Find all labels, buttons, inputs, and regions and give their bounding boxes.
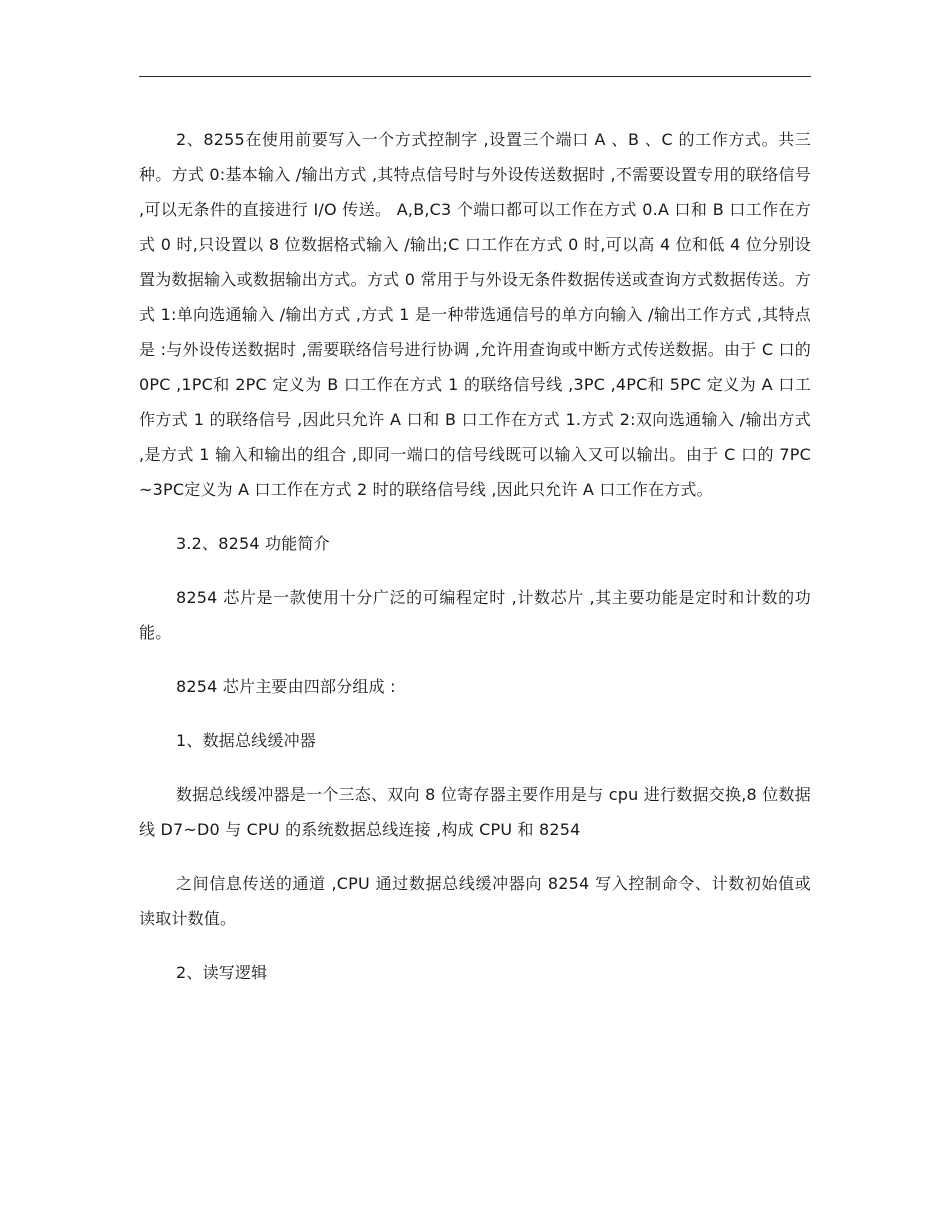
subheading-read-write-logic: 2、读写逻辑 [176,963,268,982]
section-heading-8254: 3.2、8254 功能简介 [176,534,330,553]
paragraph-data-bus-channel: 之间信息传送的通道 ,CPU 通过数据总线缓冲器向 8254 写入控制命令、计数初始值或读取计数值。 [139,874,811,928]
paragraph-data-bus-buffer: 数据总线缓冲器是一个三态、双向 8 位寄存器主要作用是与 cpu 进行数据交换,8 位数据线 D7~D0 与 CPU 的系统数据总线连接 ,构成 CPU 和 8254 [139,785,811,839]
subheading-data-bus-buffer: 1、数据总线缓冲器 [176,731,316,750]
header-rule [139,76,811,77]
paragraph-8254-intro: 8254 芯片是一款使用十分广泛的可编程定时 ,计数芯片 ,其主要功能是定时和计数的功能。 [139,588,811,642]
paragraph-8255-modes: 2、8255在使用前要写入一个方式控制字 ,设置三个端口 A 、B 、C 的工作方式。共三种。方式 0:基本输入 /输出方式 ,其特点信号时与外设传送数据时 ,不需要设置专用的联络信号 ,可以无条件的直接进行 I/O 传送。 A,B,C3 个端口都可以工作在方式 0.A 口和 B 口工作在方式 0 时,只设置以 8 位数据格式输入 /输出;C 口工作在方式 0 时,可以高 4 位和低 4 位分别设置为数据输入或数据输出方式。方式 0 常用于与外设无条件数据传送或查询方式数据传送。方式 1:单向选通输入 /输出方式 ,方式 1 是一种带选通信号的单方向输入 /输出工作方式 ,其特点是 :与外设传送数据时 ,需要联络信号进行协调 ,允许用查询或中断方式传送数据。由于 C 口的 0PC ,1PC和 2PC 定义为 B 口工作在方式 1 的联络信号线 ,3PC ,4PC和 5PC 定义为 A 口工作方式 1 的联络信号 ,因此只允许 A 口和 B 口工作在方式 1.方式 2:双向选通输入 /输出方式 ,是方式 1 输入和输出的组合 ,即同一端口的信号线既可以输入又可以输出。由于 C 口的 7PC ~3PC定义为 A 口工作在方式 2 时的联络信号线 ,因此只允许 A 口工作在方式。 [139,130,811,499]
paragraph-8254-components: 8254 芯片主要由四部分组成 : [176,677,396,696]
document-body [139,122,811,990]
